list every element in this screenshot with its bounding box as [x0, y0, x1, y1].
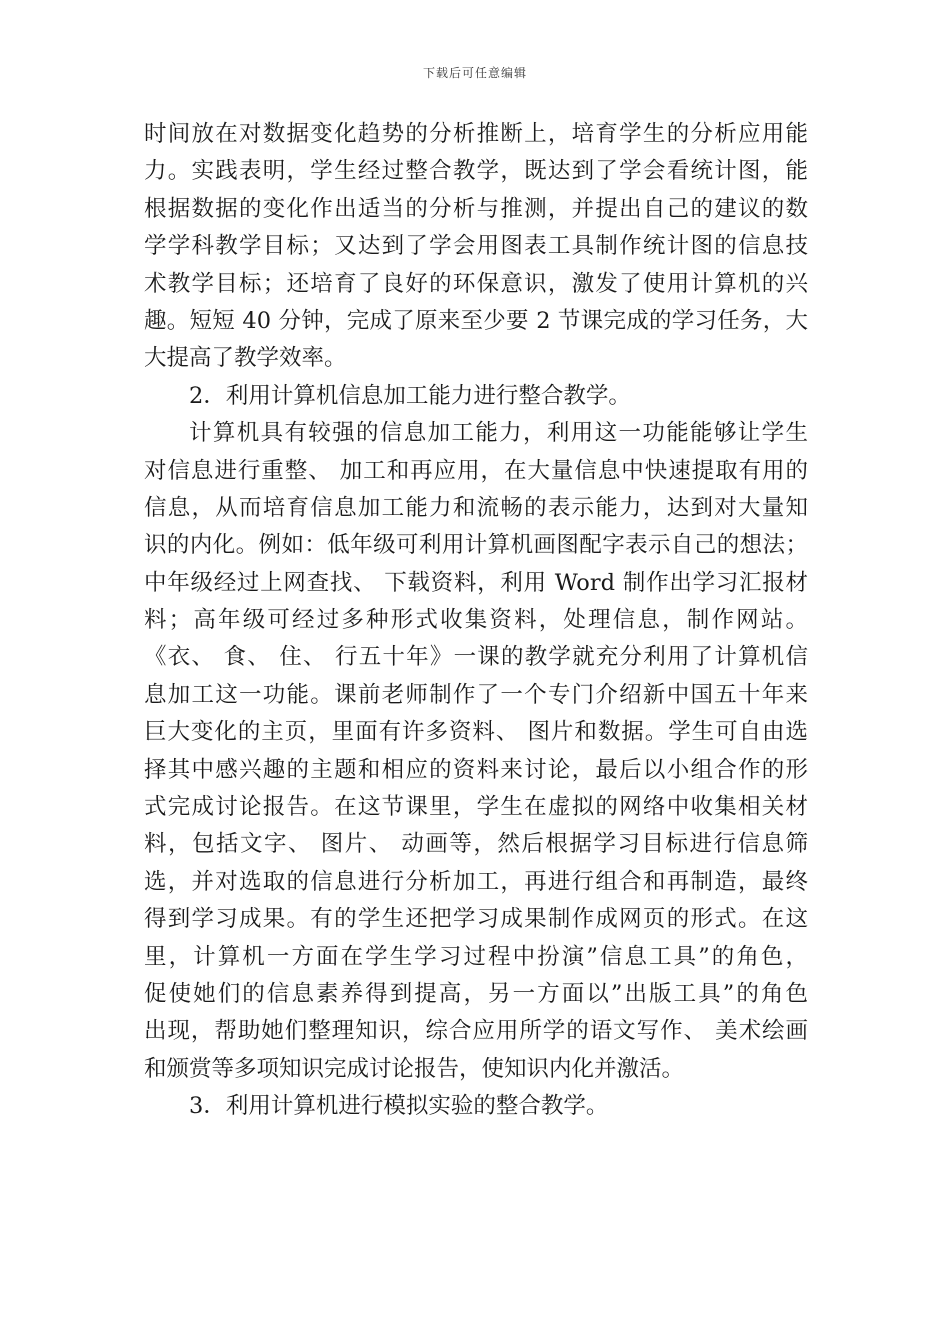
text-line: 料；高年级可经过多种形式收集资料，处理信息，制作网站。: [144, 607, 808, 634]
text-line: 中年级经过上网查找、 下载资料，利用 Word 制作出学习汇报材: [144, 569, 808, 596]
text-line: 出现，帮助她们整理知识，综合应用所学的语文写作、 美术绘画: [144, 1018, 808, 1045]
text-line: 和颁赏等多项知识完成讨论报告，使知识内化并激活。: [144, 1055, 685, 1082]
text-line: 计算机具有较强的信息加工能力，利用这一功能能够让学生: [189, 420, 808, 447]
text-line: 大提高了教学效率。: [144, 345, 347, 372]
text-line: 信息，从而培育信息加工能力和流畅的表示能力，达到对大量知: [144, 494, 808, 521]
text-line: 识的内化。例如：低年级可利用计算机画图配字表示自己的想法；: [144, 532, 808, 559]
text-line: 力。实践表明，学生经过整合教学，既达到了学会看统计图，能: [144, 158, 808, 185]
text-line: 根据数据的变化作出适当的分析与推测，并提出自己的建议的数: [144, 195, 808, 222]
text-line: 式完成讨论报告。在这节课里，学生在虚拟的网络中收集相关材: [144, 794, 808, 821]
text-line: 得到学习成果。有的学生还把学习成果制作成网页的形式。在这: [144, 906, 808, 933]
text-line: 巨大变化的主页，里面有许多资料、 图片和数据。学生可自由选: [144, 719, 808, 746]
text-line: 里，计算机一方面在学生学习过程中扮演”信息工具”的角色，: [144, 943, 808, 970]
text-line: 趣。短短 40 分钟，完成了原来至少要 2 节课完成的学习任务，大: [144, 307, 808, 334]
text-line: 《衣、 食、 住、 行五十年》一课的教学就充分利用了计算机信: [144, 644, 808, 671]
section-heading: 3．利用计算机进行模拟实验的整合教学。: [189, 1093, 609, 1120]
text-line: 术教学目标；还培育了良好的环保意识，激发了使用计算机的兴: [144, 270, 808, 297]
text-line: 学学科教学目标；又达到了学会用图表工具制作统计图的信息技: [144, 233, 808, 260]
text-line: 料，包括文字、 图片、 动画等，然后根据学习目标进行信息筛: [144, 831, 808, 858]
text-line: 时间放在对数据变化趋势的分析推断上，培育学生的分析应用能: [144, 121, 808, 147]
text-line: 择其中感兴趣的主题和相应的资料来讨论，最后以小组合作的形: [144, 756, 808, 783]
text-line: 对信息进行重整、 加工和再应用，在大量信息中快速提取有用的: [144, 457, 808, 484]
header-note: 下载后可任意编辑: [422, 66, 527, 80]
section-heading: 2．利用计算机信息加工能力进行整合教学。: [189, 382, 631, 409]
text-line: 促使她们的信息素养得到提高，另一方面以”出版工具”的角色: [144, 980, 808, 1007]
text-line: 息加工这一功能。课前老师制作了一个专门介绍新中国五十年来: [144, 681, 808, 708]
text-line: 选，并对选取的信息进行分析加工，再进行组合和再制造，最终: [144, 868, 808, 895]
document-body: [144, 116, 808, 1126]
